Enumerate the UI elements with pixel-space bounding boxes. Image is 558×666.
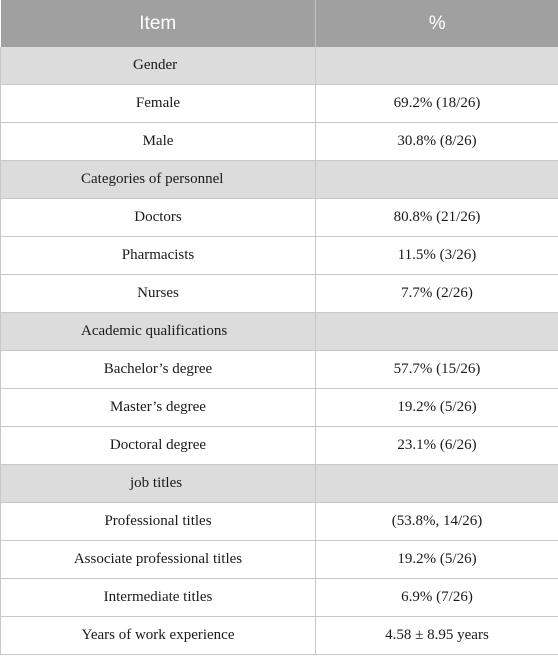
row-value: (53.8%, 14/26) [316,503,558,541]
table-row [1,541,558,579]
row-item: Years of work experience [1,617,316,655]
row-value: 4.58 ± 8.95 years [316,617,558,655]
row-value: 19.2% (5/26) [316,541,558,579]
row-value: 7.7% (2/26) [316,275,558,313]
table-row [1,85,558,123]
row-value: 19.2% (5/26) [316,389,558,427]
category-empty-cell [316,47,558,85]
row-item: Associate professional titles [1,541,316,579]
row-value: 11.5% (3/26) [316,237,558,275]
table-row [1,617,558,655]
row-value: 69.2% (18/26) [316,85,558,123]
row-value: 6.9% (7/26) [316,579,558,617]
table-row [1,579,558,617]
category-academic: Academic qualifications [1,313,316,351]
header-item: Item [1,0,316,47]
row-item: Doctoral degree [1,427,316,465]
header-row [1,0,558,47]
category-empty-cell [316,161,558,199]
row-item: Bachelor’s degree [1,351,316,389]
table-row [1,427,558,465]
row-item: Male [1,123,316,161]
category-row [1,313,558,351]
category-empty-cell [316,313,558,351]
row-item: Intermediate titles [1,579,316,617]
row-item: Doctors [1,199,316,237]
row-item: Master’s degree [1,389,316,427]
table-row [1,199,558,237]
row-value: 80.8% (21/26) [316,199,558,237]
header-percent: % [316,0,558,47]
row-value: 30.8% (8/26) [316,123,558,161]
category-row [1,47,558,85]
row-item: Pharmacists [1,237,316,275]
table-row [1,123,558,161]
row-item: Female [1,85,316,123]
table-row [1,351,558,389]
table-row [1,275,558,313]
table-row [1,389,558,427]
category-job-titles: job titles [1,465,316,503]
table-row [1,503,558,541]
category-empty-cell [316,465,558,503]
category-personnel: Categories of personnel [1,161,316,199]
table-row [1,237,558,275]
row-item: Nurses [1,275,316,313]
row-item: Professional titles [1,503,316,541]
row-value: 23.1% (6/26) [316,427,558,465]
category-row [1,465,558,503]
category-gender: Gender [1,47,316,85]
category-row [1,161,558,199]
row-value: 57.7% (15/26) [316,351,558,389]
